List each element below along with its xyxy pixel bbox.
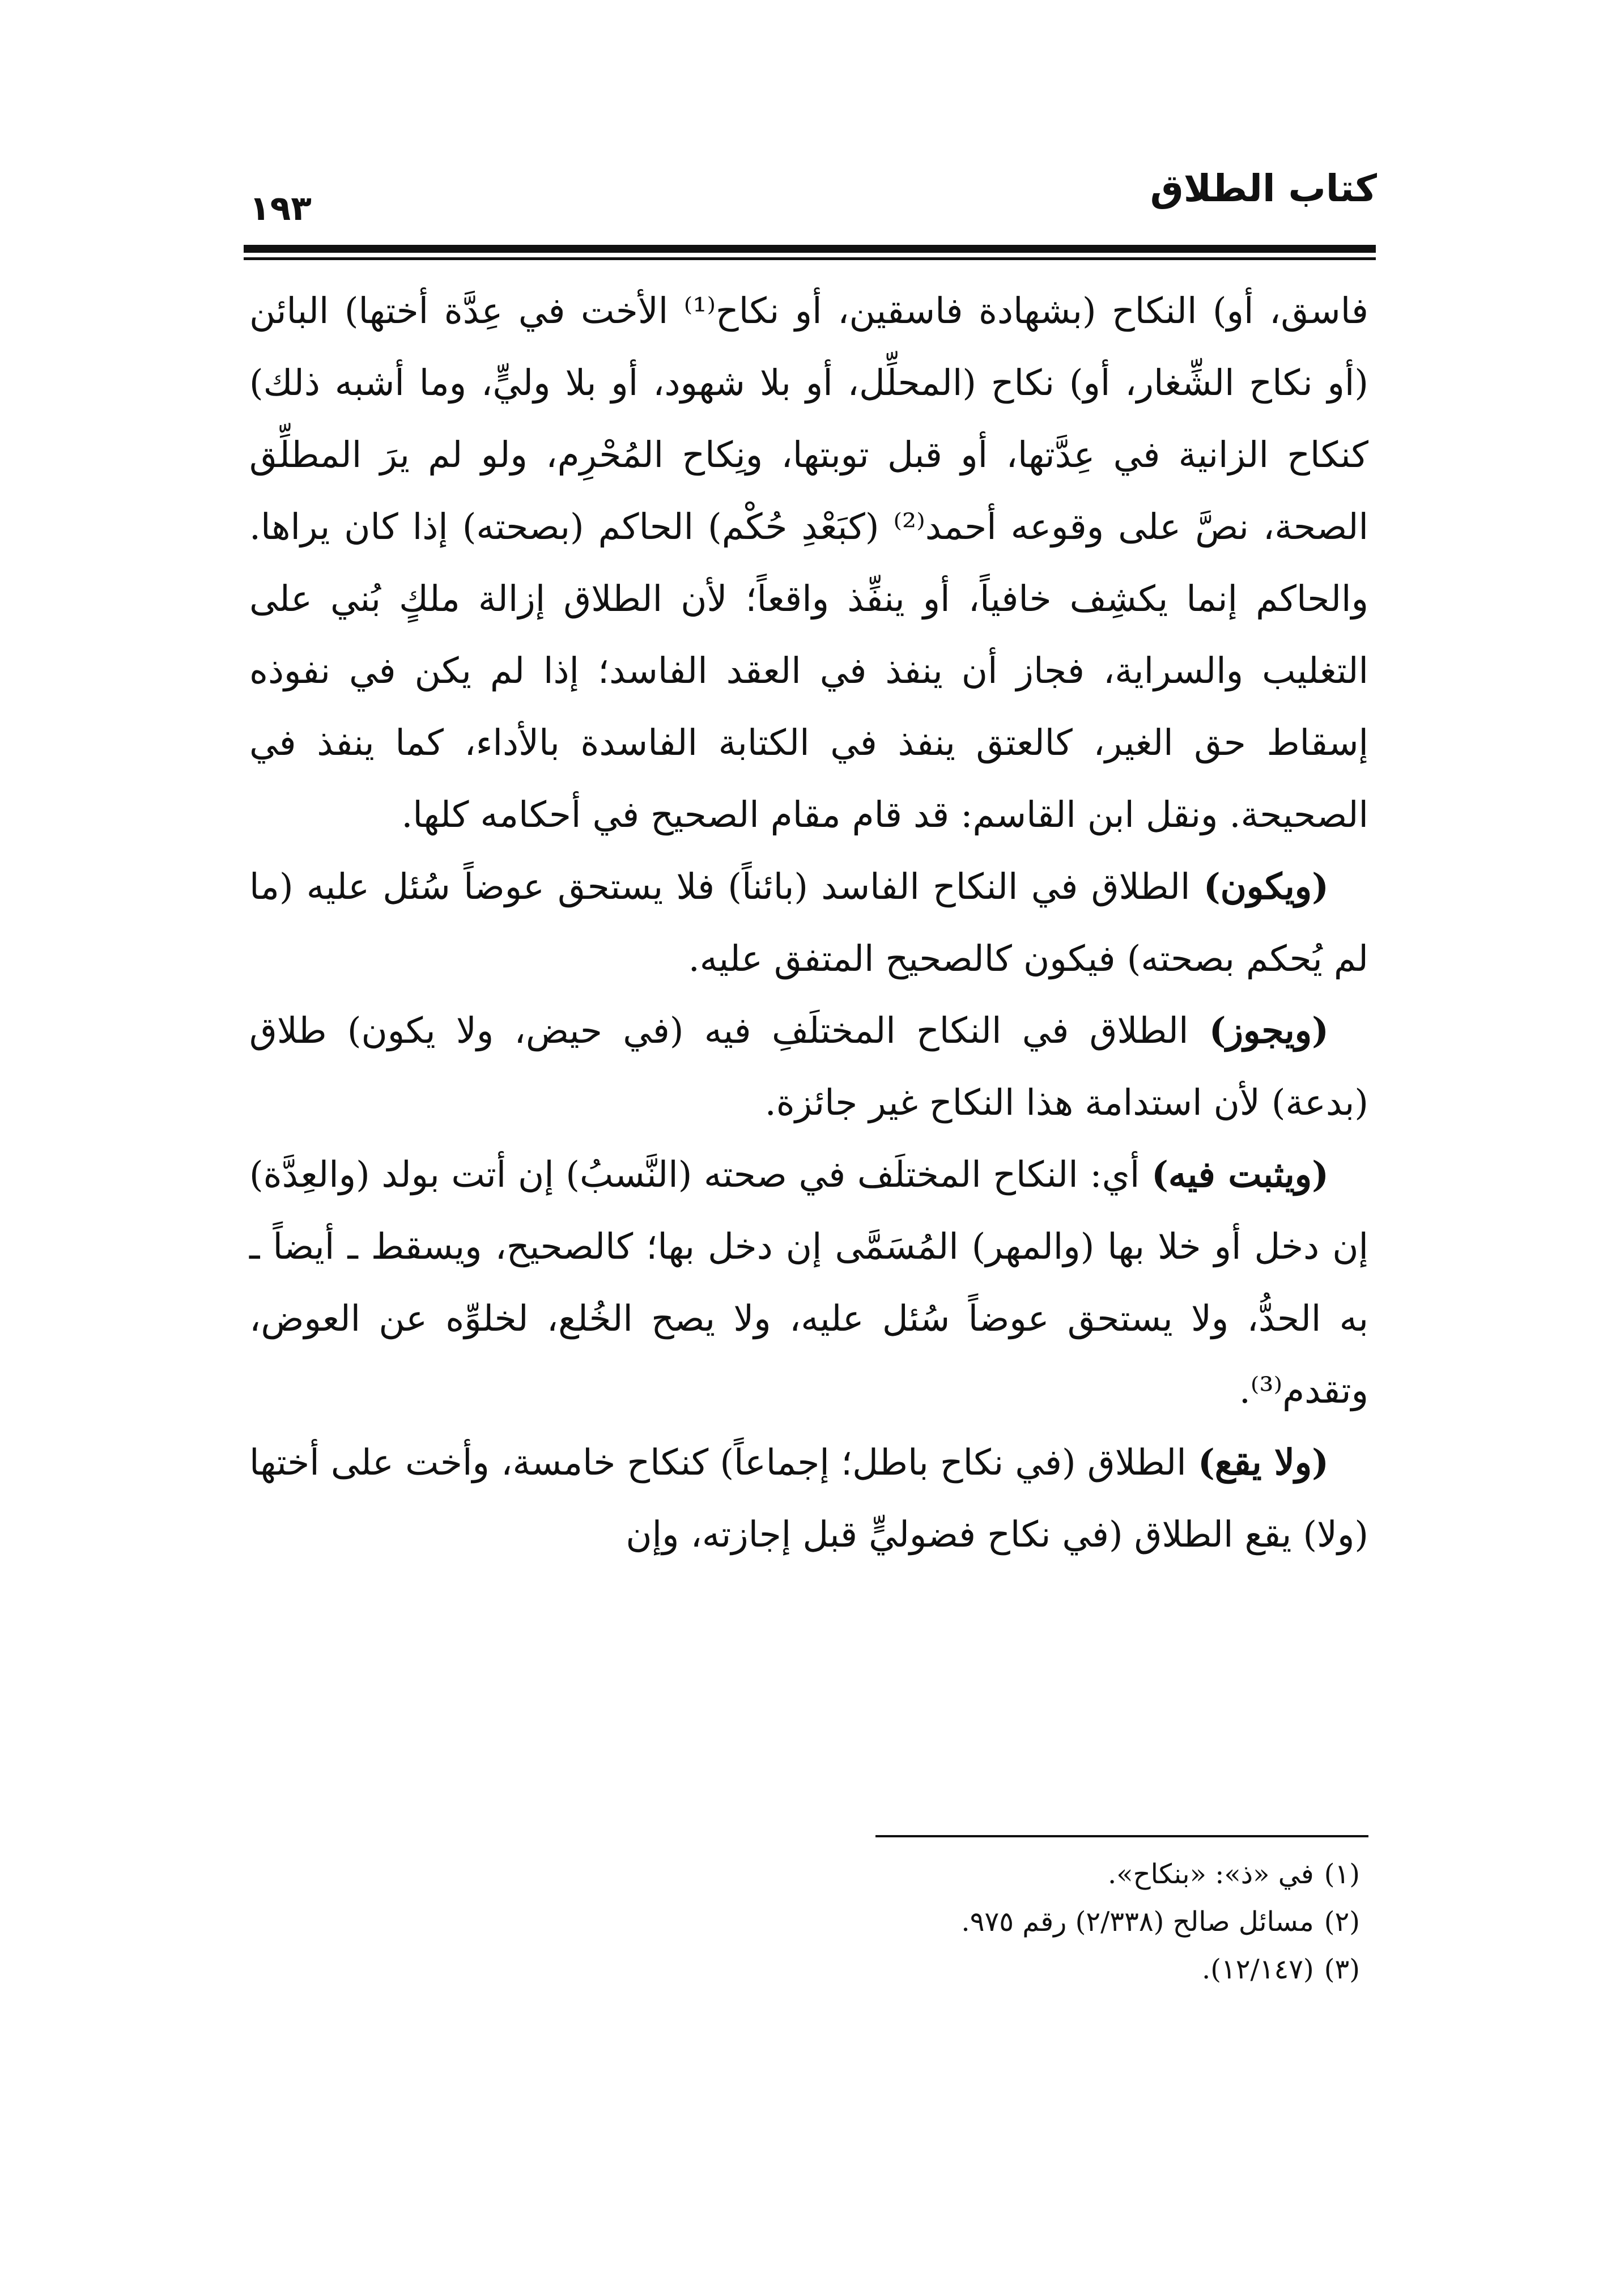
footnote: [567, 1898, 1360, 1946]
paragraph-text: أي: النكاح المختلَف في صحته (النَّسبُ) إن أتت بولد (والعِدَّة) إن دخل أو خلا بها (والمهر) المُسَمَّى إن دخل بها؛ كالصحيح، ويسقط ـ أيضاً ـ به الحدُّ، ولا يستحق عوضاً سُئل عليه، ولا يصح الخُلع، لخلوِّه عن العوض، وتقدم⁽³⁾.: [249, 1154, 1368, 1411]
paragraph-text: الطلاق في النكاح المختلَفِ فيه (في حيض، ولا يكون) طلاق (بدعة) لأن استدامة هذا النكاح غير جائزة.: [249, 1010, 1368, 1123]
paragraph: [249, 275, 1368, 851]
paragraph: [249, 851, 1368, 995]
paragraph: [249, 1139, 1368, 1426]
chapter-title: كتاب الطلاق: [1150, 167, 1377, 210]
paragraph: [249, 995, 1368, 1139]
footnote: [567, 1946, 1360, 1993]
footnote: [567, 1850, 1360, 1898]
header-rule-thick: [244, 245, 1376, 253]
paragraph-text: فاسق، أو) النكاح (بشهادة فاسقين، أو نكاح⁽¹⁾ الأخت في عِدَّة أختها) البائن (أو نكاح الشِّغار، أو) نكاح (المحلِّل، أو بلا شهود، أو بلا وليٍّ، وما أشبه ذلك) كنكاح الزانية في عِدَّتها، أو قبل توبتها، ونِكاح المُحْرِم، ولو لم يرَ المطلِّق الصحة، نصَّ على وقوعه أحمد⁽²⁾ (كبَعْدِ حُكْم) الحاكم (بصحته) إذا كان يراها. والحاكم إنما يكشِف خافياً، أو ينفِّذ واقعاً؛ لأن الطلاق إزالة ملكٍ بُني على التغليب والسراية، فجاز أن ينفذ في العقد الفاسد؛ إذا لم يكن في نفوذه إسقاط حق الغير، كالعتق ينفذ في الكتابة الفاسدة بالأداء، كما ينفذ في الصحيحة. ونقل ابن القاسم: قد قام مقام الصحيح في أحكامه كلها.: [249, 290, 1369, 835]
page-number: ١٩٣: [249, 189, 312, 228]
paragraph-lead: (ويثبت فيه): [1151, 1153, 1329, 1195]
footnote-number: (٢): [1324, 1906, 1360, 1938]
footnotes: [567, 1850, 1360, 1993]
header-rule-thin: [244, 257, 1376, 260]
footnote-text: في «ذ»: «بنكاح».: [1108, 1858, 1314, 1890]
paragraph-lead: (ويكون): [1203, 865, 1329, 907]
paragraph-text: الطلاق (في نكاح باطل؛ إجماعاً) كنكاح خامسة، وأخت على أختها (ولا) يقع الطلاق (في نكاح فضوليٍّ قبل إجازته، وإن: [249, 1442, 1368, 1555]
footnote-number: (١): [1324, 1858, 1360, 1890]
paragraph-lead: (ويجوز): [1209, 1009, 1329, 1051]
page-header: [249, 167, 1377, 244]
footnote-number: (٣): [1324, 1954, 1360, 1985]
paragraph: [249, 1426, 1368, 1570]
main-text: [249, 275, 1368, 1570]
footnote-divider: [875, 1835, 1368, 1837]
footnote-text: مسائل صالح (٢/٣٣٨) رقم ٩٧٥.: [961, 1906, 1314, 1938]
paragraph-lead: (ولا يقع): [1197, 1441, 1329, 1483]
footnote-text: (١٢/١٤٧).: [1201, 1954, 1314, 1985]
paragraph-text: الطلاق في النكاح الفاسد (بائناً) فلا يستحق عوضاً سُئل عليه (ما لم يُحكم بصحته) فيكون كالصحيح المتفق عليه.: [249, 866, 1368, 979]
